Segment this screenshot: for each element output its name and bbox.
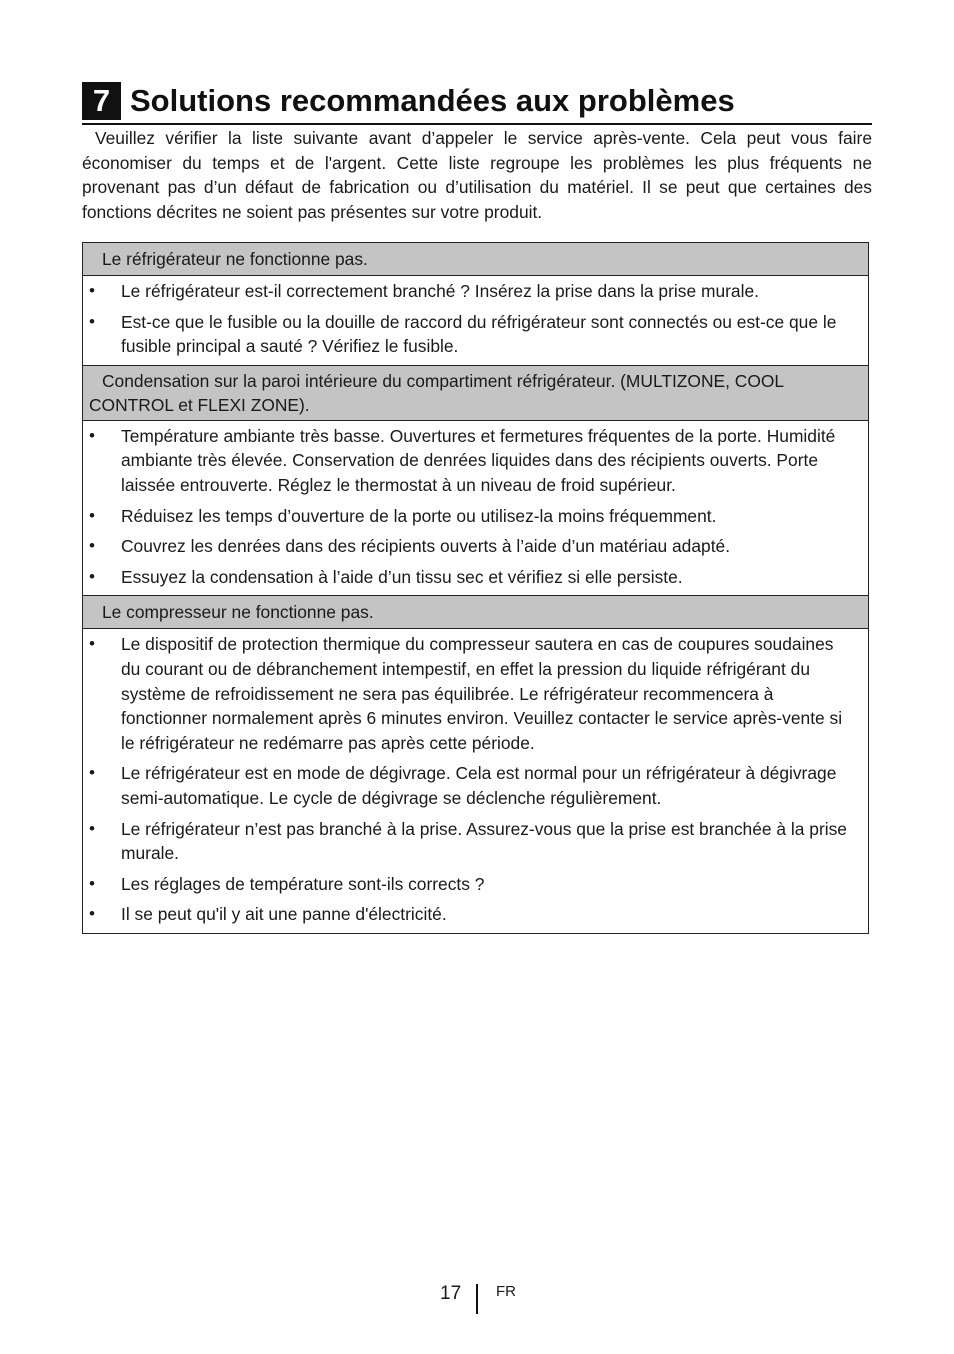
solution-list — [83, 629, 868, 933]
problem-heading: Le compresseur ne fonctionne pas. — [83, 596, 868, 629]
language-code: FR — [496, 1283, 516, 1300]
section-number-badge: 7 — [82, 82, 121, 120]
section-header-bar — [82, 82, 872, 125]
troubleshooting-table — [82, 242, 869, 934]
solution-list — [83, 276, 868, 366]
page-title: Solutions recommandées aux problèmes — [130, 83, 735, 118]
solution-item: • Le réfrigérateur est en mode de dégivrage. Cela est normal pour un réfrigérateur à dégivrage semi-automatique. Le cycle de dégivrage se déclenche régulièrement. — [83, 761, 868, 816]
solution-item: • Température ambiante très basse. Ouvertures et fermetures fréquentes de la porte. Humidité ambiante très élevée. Conservation de denrées liquides dans des récipients ouverts. Porte laissée entrouverte. Réglez le thermostat à un niveau de froid supérieur. — [83, 424, 868, 504]
page-number: 17 — [440, 1283, 462, 1304]
page-footer — [0, 1280, 954, 1320]
problem-heading: Le réfrigérateur ne fonctionne pas. — [83, 243, 868, 276]
solution-item: • Réduisez les temps d’ouverture de la porte ou utilisez-la moins fréquemment. — [83, 504, 868, 535]
footer-divider — [476, 1284, 478, 1314]
solution-list — [83, 421, 868, 597]
solution-item: • Est-ce que le fusible ou la douille de raccord du réfrigérateur sont connectés ou est-ce que le fusible principal a sauté ? Vérifiez le fusible. — [83, 310, 868, 365]
solution-item: • Le dispositif de protection thermique du compresseur sautera en cas de coupures soudaines du courant ou de débranchement intempestif, en effet la pression du liquide réfrigérant du système de refroidissement ne sera pas équilibrée. Le réfrigérateur recommencera à fonctionner normalement après 6 minutes environ. Veuillez contacter le service après-vente si le réfrigérateur ne redémarre pas après cette période. — [83, 632, 868, 761]
solution-item: • Les réglages de température sont-ils corrects ? — [83, 872, 868, 903]
solution-item: • Le réfrigérateur est-il correctement branché ? Insérez la prise dans la prise murale. — [83, 279, 868, 310]
solution-item: • Couvrez les denrées dans des récipients ouverts à l’aide d’un matériau adapté. — [83, 534, 868, 565]
solution-item: • Essuyez la condensation à l’aide d’un tissu sec et vérifiez si elle persiste. — [83, 565, 868, 596]
intro-paragraph: Veuillez vérifier la liste suivante avant d’appeler le service après-vente. Cela peut vous faire économiser du temps et de l'argent. Cette liste regroupe les problèmes les plus fréquents ne provenant pas d’un défaut de fabrication ou d’utilisation du matériel. Il se peut que certaines des fonctions décrites ne soient pas présentes sur votre produit. — [82, 128, 872, 222]
solution-item: • Il se peut qu'il y ait une panne d'électricité. — [83, 902, 868, 933]
solution-item: • Le réfrigérateur n’est pas branché à la prise. Assurez-vous que la prise est branchée à la prise murale. — [83, 817, 868, 872]
problem-heading: Condensation sur la paroi intérieure du compartiment réfrigérateur. (MULTIZONE, COOL CONTROL et FLEXI ZONE). — [83, 366, 868, 421]
